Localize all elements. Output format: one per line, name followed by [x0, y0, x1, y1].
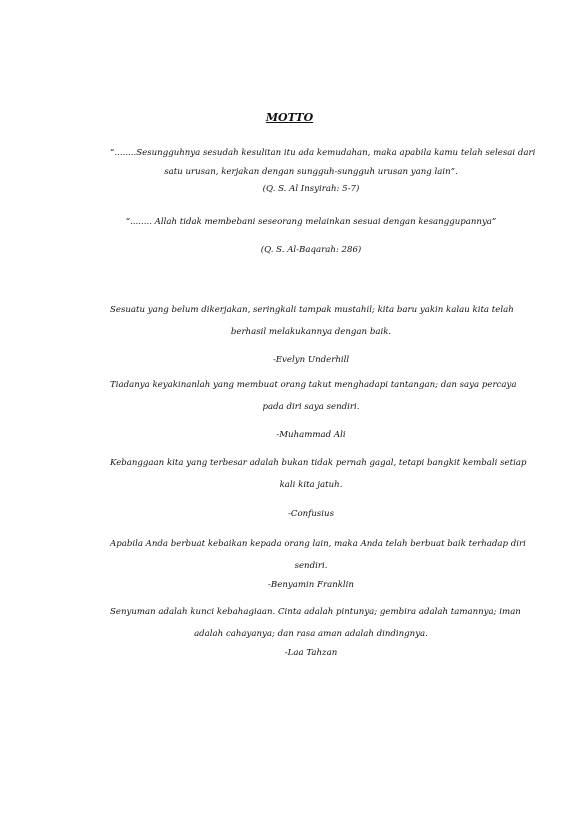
- quote-line: sendiri.: [294, 561, 328, 571]
- page-title: MOTTO: [265, 111, 314, 124]
- verse-line: “........ Allah tidak membebani seseorang melainkan sesuai dengan kesanggupannya”: [125, 217, 497, 227]
- quote-author: -Muhammad Ali: [276, 430, 346, 440]
- verse-source: (Q. S. Al Insyirah: 5-7): [262, 184, 360, 194]
- quote-line: Sesuatu yang belum dikerjakan, seringkali tampak mustahil; kita baru yakin kalau kita telah: [110, 305, 514, 315]
- verse-block: [110, 211, 512, 261]
- quote-author: -Confusius: [287, 509, 334, 519]
- quote-line: pada diri saya sendiri.: [262, 402, 360, 412]
- quote-author: -Laa Tahzan: [284, 648, 338, 658]
- verse-block: [110, 142, 536, 200]
- quote-author: -Benyamin Franklin: [268, 580, 354, 590]
- quote-block: [110, 452, 527, 525]
- quote-block: [110, 374, 517, 446]
- verse-line: satu urusan, kerjakan dengan sungguh-sungguh urusan yang lain”.: [164, 167, 458, 177]
- quote-line: kali kita jatuh.: [279, 480, 343, 490]
- quote-author: -Evelyn Underhill: [272, 355, 350, 365]
- quote-line: Tiadanya keyakinanlah yang membuat orang takut menghadapi tantangan; dan saya percaya: [110, 380, 517, 390]
- verse-line: “........Sesungguhnya sesudah kesulitan itu ada kemudahan, maka apabila kamu telah selesai dari: [110, 148, 536, 158]
- quote-line: adalah cahayanya; dan rasa aman adalah dindingnya.: [194, 629, 428, 639]
- quote-line: Senyuman adalah kunci kebahagiaan. Cinta adalah pintunya; gembira adalah tamannya; iman: [110, 607, 521, 617]
- quote-block: [110, 601, 521, 664]
- verse-source: (Q. S. Al-Baqarah: 286): [260, 245, 362, 255]
- quote-line: Kebanggaan kita yang terbesar adalah bukan tidak pernah gagal, tetapi bangkit kembali setiap: [110, 458, 527, 468]
- quote-line: berhasil melakukannya dengan baik.: [230, 327, 392, 337]
- quote-line: Apabila Anda berbuat kebaikan kepada orang lain, maka Anda telah berbuat baik terhadap diri: [110, 539, 526, 549]
- quote-block: [110, 299, 512, 371]
- quote-block: [110, 533, 526, 596]
